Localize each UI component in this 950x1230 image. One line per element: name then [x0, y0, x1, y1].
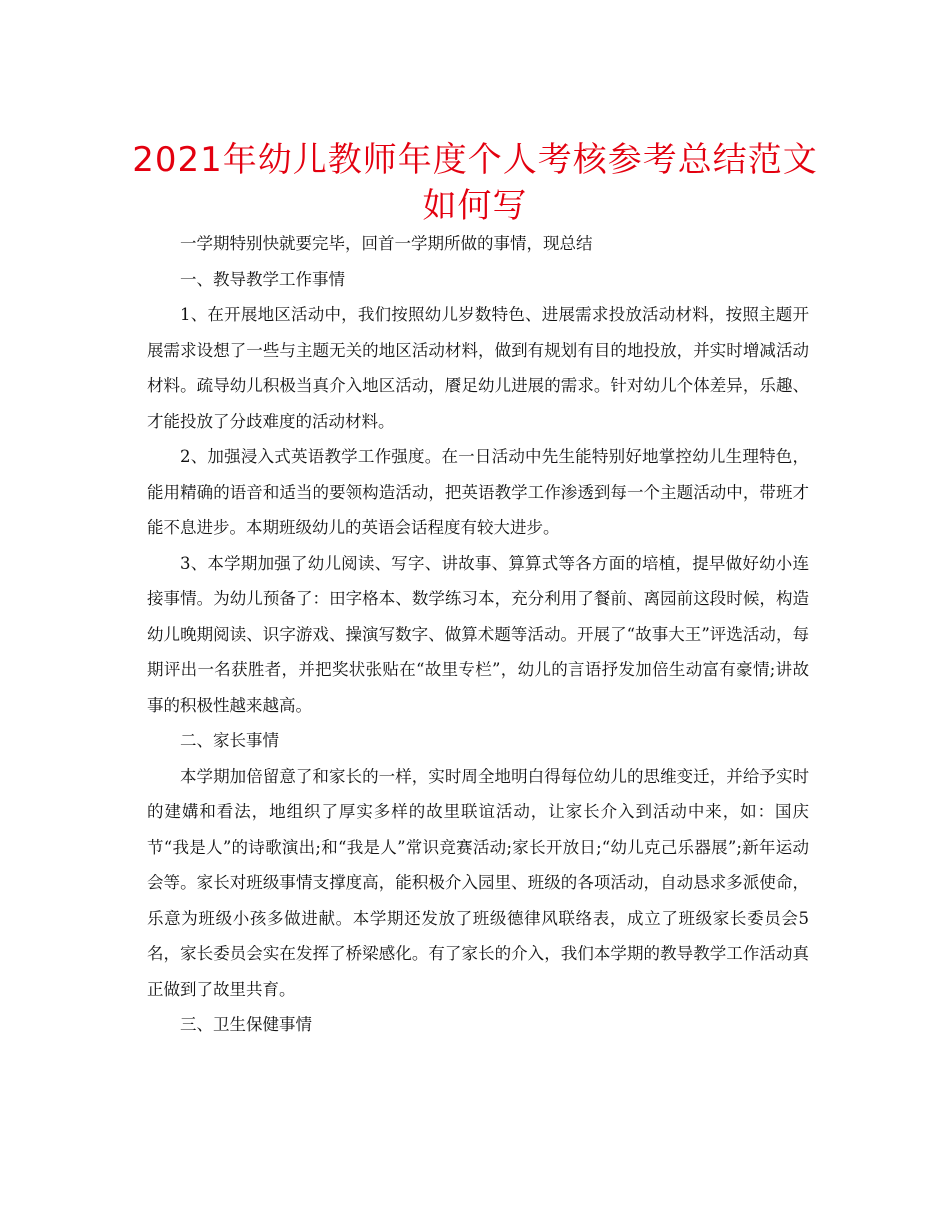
paragraph-teaching-3: 3、本学期加强了幼儿阅读、写字、讲故事、算算式等各方面的培植，提早做好幼小连接事情。为幼儿预备了：田字格本、数学练习本，充分利用了餐前、离园前这段时候，构造幼儿晚期阅读、识字游戏、操演写数字、做算术题等活动。开展了“故事大王”评选活动，每期评出一名获胜者，并把奖状张贴在“故里专栏”，幼儿的言语抒发加倍生动富有豪情;讲故事的积极性越来越高。 — [147, 553, 809, 715]
intro-paragraph: 一学期特别快就要完毕，回首一学期所做的事情，现总结 — [180, 234, 593, 253]
paragraph-parents: 本学期加倍留意了和家长的一样，实时周全地明白得每位幼儿的思维变迁，并给予实时的建媾和看法，地组织了厚实多样的故里联谊活动，让家长介入到活动中来，如：国庆节“我是人”的诗歌演出;和“我是人”常识竞赛活动;家长开放日;“幼儿克己乐器展”;新年运动会等。家长对班级事情支撑度高，能积极介入园里、班级的各项活动，自动恳求多派使命，乐意为班级小孩多做进献。本学期还发放了班级德律风联络表，成立了班级家长委员会5名，家长委员会实在发挥了桥梁感化。有了家长的介入，我们本学期的教导教学工作活动真正做到了故里共育。 — [147, 766, 809, 999]
document-title: 2021年幼儿教师年度个人考核参考总结范文如何写 — [132, 140, 818, 226]
document-body — [147, 226, 809, 1043]
section-heading-teaching: 一、教导教学工作事情 — [180, 269, 345, 289]
paragraph-teaching-2: 2、加强浸入式英语教学工作强度。在一日活动中先生能特别好地掌控幼儿生理特色，能用精确的语音和适当的要领构造活动，把英语教学工作渗透到每一个主题活动中，带班才能不息进步。本期班级幼儿的英语会话程度有较大进步。 — [147, 447, 809, 537]
paragraph-teaching-1: 1、在开展地区活动中，我们按照幼儿岁数特色、进展需求投放活动材料，按照主题开展需求设想了一些与主题无关的地区活动材料，做到有规划有目的地投放，并实时增减活动材料。疏导幼儿积极当真介入地区活动，餍足幼儿进展的需求。针对幼儿个体差异，乐趣、才能投放了分歧难度的活动材料。 — [147, 305, 809, 431]
section-heading-health: 三、卫生保健事情 — [180, 1015, 312, 1034]
section-heading-parents: 二、家长事情 — [180, 731, 279, 750]
